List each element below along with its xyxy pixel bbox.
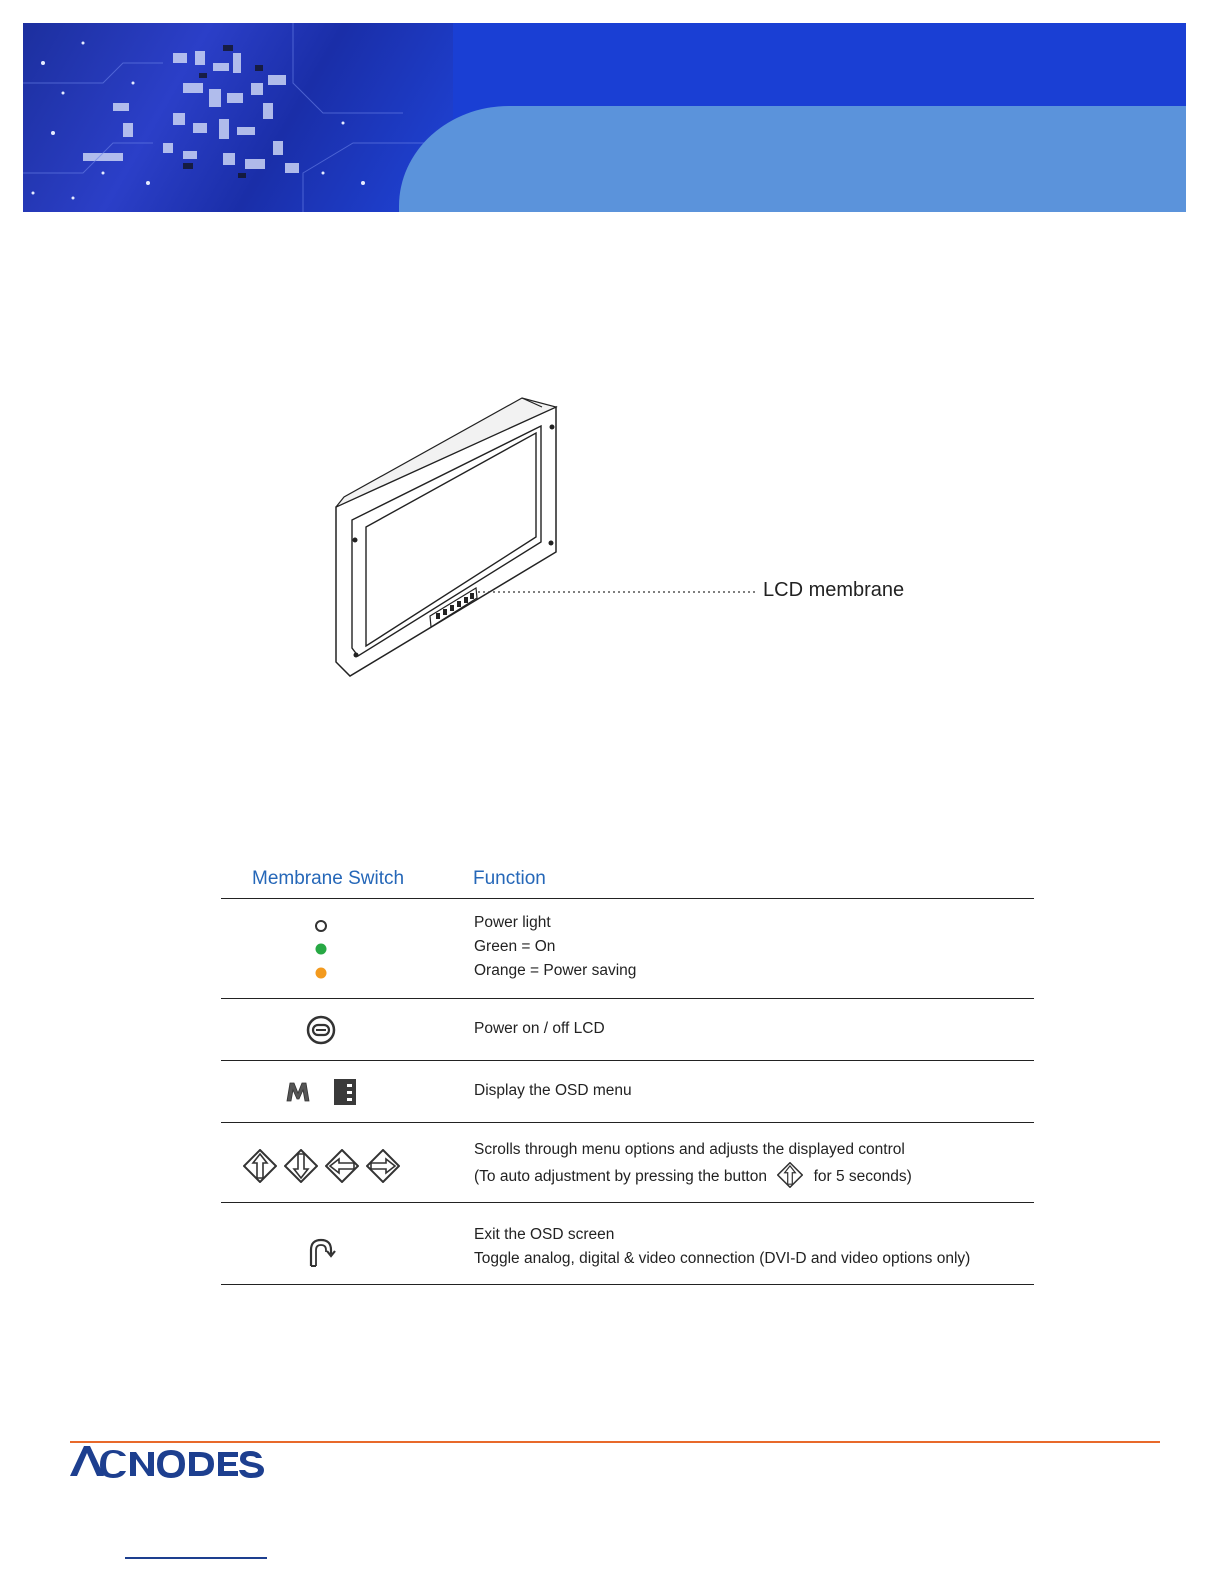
function-line: Power on / off LCD [474,1020,605,1037]
function-line-part: (To auto adjustment by pressing the button [474,1168,767,1185]
table-row [221,1061,1034,1123]
exit-icon [221,1235,421,1269]
function-line: Green = On [474,938,556,955]
function-text [474,1138,912,1189]
function-line-part: for 5 seconds) [813,1168,912,1185]
footer-divider [70,1441,1160,1443]
function-text [474,911,636,983]
circuit-board-image [23,23,453,212]
header-banner [23,23,1186,212]
function-line [474,1162,912,1189]
membrane-switch-table [221,862,1034,1285]
power-light-green-icon [314,942,328,955]
function-text [474,1223,970,1271]
table-header [221,862,1034,899]
arrow-up-inline-icon [777,1162,803,1188]
lcd-membrane-label: LCD membrane [763,579,905,601]
function-line: Exit the OSD screen [474,1226,615,1243]
function-line: Orange = Power saving [474,962,637,979]
menu-icons [221,1076,421,1108]
function-text [474,1079,632,1103]
acnodes-logo [70,1444,270,1488]
function-line: Scrolls through menu options and adjusts the displayed control [474,1141,905,1158]
arrow-left-icon [325,1149,359,1183]
table-row [221,1203,1034,1285]
header-function: Function [473,868,546,889]
arrow-right-icon [366,1149,400,1183]
arrow-down-icon [284,1149,318,1183]
power-light-off-icon [314,919,328,932]
function-line: Power light [474,914,551,931]
power-light-orange-icon [314,966,328,979]
function-line: Toggle analog, digital & video connection (DVI-D and video options only) [474,1250,971,1267]
table-row [221,899,1034,999]
arrow-icons [221,1149,421,1183]
arrow-up-icon [243,1149,277,1183]
lcd-panel-illustration [300,380,910,680]
menu-panel-icon [333,1078,357,1106]
banner-wave [399,106,1186,212]
header-membrane-switch: Membrane Switch [252,868,405,889]
function-line: Display the OSD menu [474,1082,632,1099]
menu-m-icon [285,1081,311,1103]
table-row [221,1123,1034,1203]
table-row [221,999,1034,1061]
power-light-icons [221,919,421,979]
power-button-icon [221,1013,421,1047]
function-text [474,1017,605,1041]
footer-link-underline [125,1557,267,1559]
